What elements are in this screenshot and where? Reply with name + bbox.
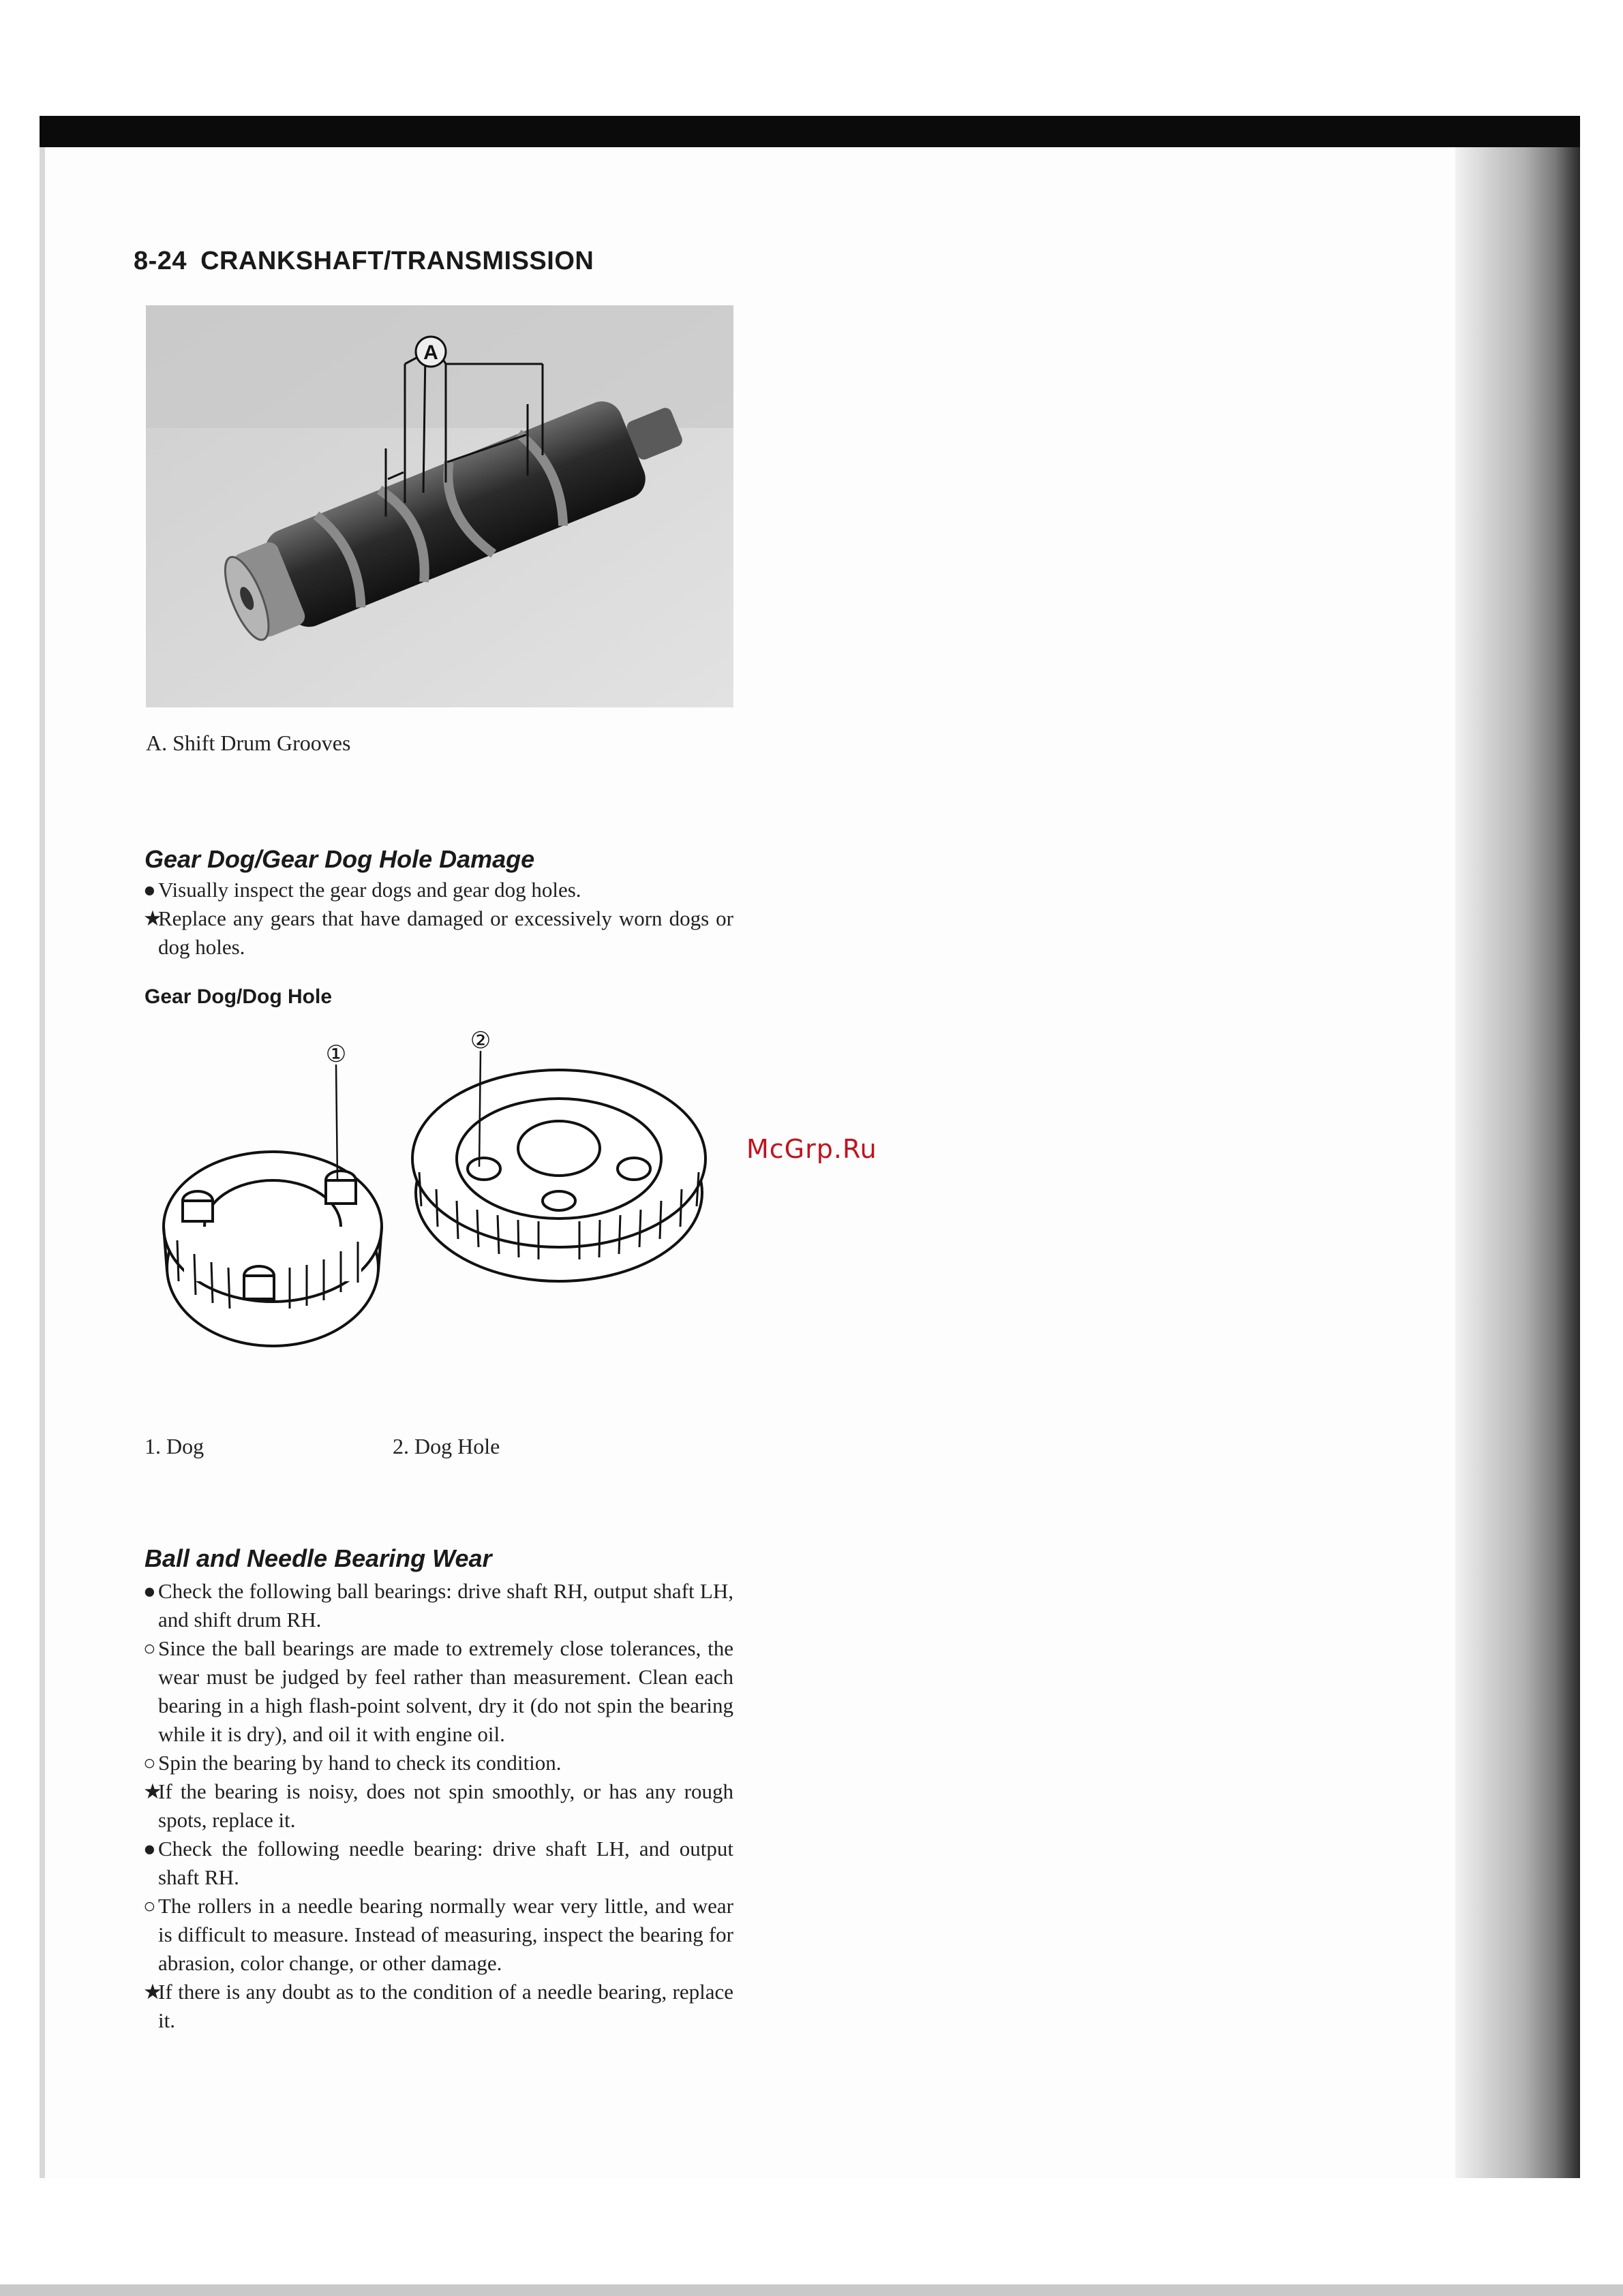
figure2-caption-dog-hole: 2. Dog Hole — [393, 1434, 500, 1458]
list-item — [145, 904, 733, 962]
section1-body — [145, 876, 733, 962]
page-fold-shadow — [1455, 147, 1580, 2178]
callout-1: ① — [325, 1041, 347, 1068]
list-item — [145, 1978, 733, 2035]
list-item — [145, 1577, 733, 1634]
list-item — [145, 1892, 733, 1978]
list-item — [145, 1835, 733, 1892]
list-item-text: Check the following ball bearings: drive shaft RH, output shaft LH, and shift drum RH. — [158, 1579, 733, 1632]
list-item-text: Check the following needle bearing: drive shaft LH, and output shaft RH. — [158, 1837, 733, 1889]
list-item-text: The rollers in a needle bearing normally wear very little, and wear is difficult to measure. Instead of measuring, inspect the bearing for abrasion, color change, or other damage. — [158, 1894, 733, 1975]
list-item-text: If there is any doubt as to the condition of a needle bearing, replace it. — [158, 1980, 733, 2032]
list-item — [145, 1749, 733, 1777]
list-item-text: If the bearing is noisy, does not spin smoothly, or has any rough spots, replace it. — [158, 1779, 733, 1832]
section1-title: Gear Dog/Gear Dog Hole Damage — [145, 845, 535, 873]
shift-drum-photo — [146, 305, 733, 707]
page-header — [134, 247, 594, 276]
list-item — [145, 876, 733, 904]
list-item — [145, 1634, 733, 1749]
section2-body — [145, 1577, 733, 2035]
callout-2: ② — [470, 1027, 491, 1054]
list-item-text: Replace any gears that have damaged or excessively worn dogs or dog holes. — [158, 906, 733, 959]
list-item-text: Since the ball bearings are made to extremely close tolerances, the wear must be judged by feel rather than measurement. Clean each bearing in a high flash-point solvent, dry it (do not spin the bearing while it is dry), and oil it with engine oil. — [158, 1636, 733, 1746]
scan-bottom-border — [0, 2284, 1623, 2296]
bullet-marker: ● — [143, 1837, 156, 1861]
gear-dog-diagram — [157, 1022, 743, 1370]
figure1-caption: A. Shift Drum Grooves — [146, 731, 351, 755]
photo-callout-a: A — [423, 341, 438, 364]
scan-top-border — [40, 116, 1580, 147]
list-item-text: Spin the bearing by hand to check its condition. — [158, 1751, 562, 1775]
section-heading: CRANKSHAFT/TRANSMISSION — [200, 247, 594, 275]
bullet-marker: ● — [143, 878, 156, 902]
list-item-text: Visually inspect the gear dogs and gear dog holes. — [158, 878, 581, 902]
figure2-caption-dog: 1. Dog — [145, 1434, 204, 1458]
circle-marker: ○ — [143, 1751, 156, 1775]
star-marker: ★ — [143, 1779, 162, 1803]
circle-marker: ○ — [143, 1894, 156, 1918]
watermark: McGrp.Ru — [746, 1134, 877, 1164]
page-left-edge — [40, 147, 45, 2178]
circle-marker: ○ — [143, 1636, 156, 1660]
star-marker: ★ — [143, 906, 162, 930]
section2-title: Ball and Needle Bearing Wear — [145, 1544, 492, 1572]
figure2-title: Gear Dog/Dog Hole — [145, 985, 333, 1008]
list-item — [145, 1777, 733, 1835]
page-number: 8-24 — [134, 247, 187, 275]
star-marker: ★ — [143, 1980, 162, 2004]
bullet-marker: ● — [143, 1579, 156, 1603]
